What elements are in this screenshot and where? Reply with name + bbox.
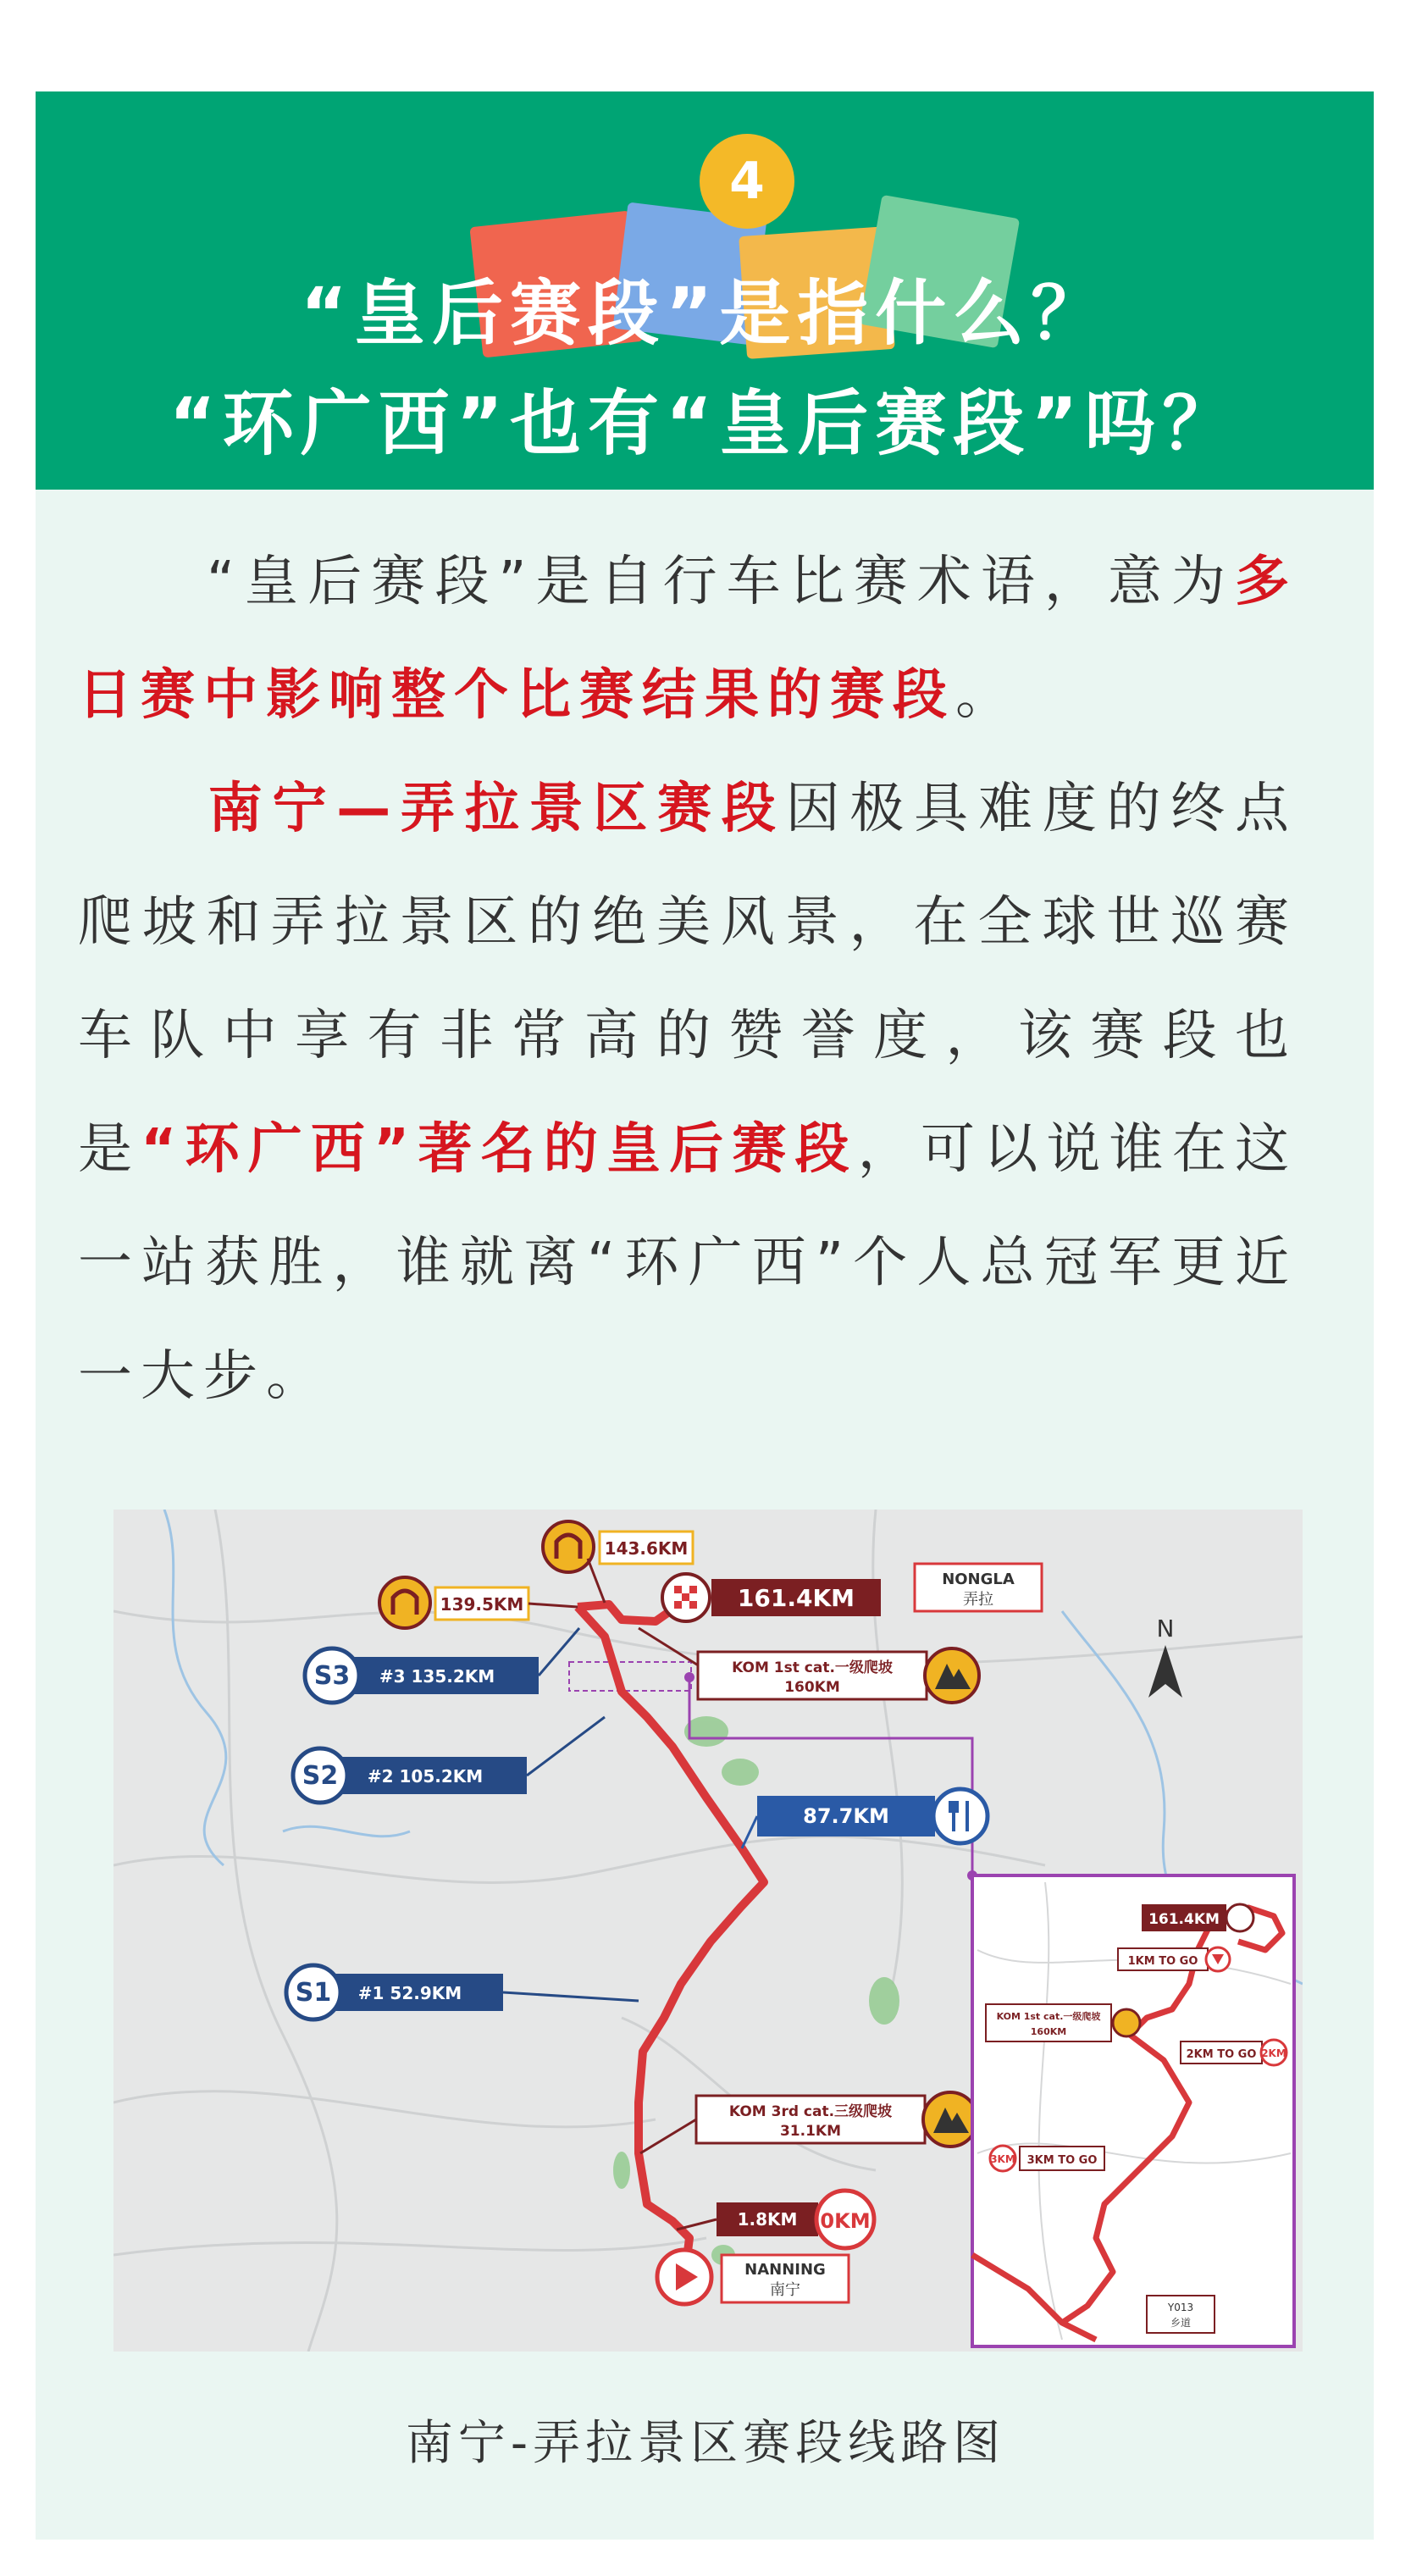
- finish-distance: 161.4KM: [737, 1584, 855, 1612]
- paragraph1-end: 。: [955, 664, 1018, 727]
- tunnel-2-label: 143.6KM: [604, 1538, 689, 1559]
- kom3-line1: KOM 3rd cat.三级爬坡: [728, 2103, 893, 2120]
- finish-inset-map: [972, 1875, 1294, 2346]
- header-banner: [36, 91, 1374, 490]
- nanning-en: NANNING: [744, 2261, 826, 2279]
- finish-marker: [662, 1574, 881, 1621]
- inset-2km-badge: 2KM: [1261, 2047, 1286, 2059]
- inset-road-code: Y013: [1167, 2302, 1194, 2313]
- inset-2km-label: 2KM TO GO: [1186, 2048, 1257, 2061]
- paragraph2-highlight-stage: 南宁—弄拉景区赛段: [207, 778, 786, 840]
- paragraph1-text: “皇后赛段”是自行车比赛术语，意为: [207, 551, 1235, 613]
- nongla-en: NONGLA: [942, 1571, 1015, 1588]
- kom1-line1: KOM 1st cat.一级爬坡: [732, 1659, 893, 1676]
- paragraph2-highlight-queen: “环广西”著名的皇后赛段: [141, 1118, 858, 1181]
- inset-3km-badge: 3KM: [990, 2153, 1015, 2165]
- inset-finish-label: 161.4KM: [1148, 1911, 1220, 1928]
- sprint-2-icon: S2: [302, 1761, 339, 1791]
- section-number-badge: 4: [700, 134, 794, 229]
- header-title-line1: “皇后赛段”是指什么？: [300, 272, 1109, 355]
- paragraph2-end: ，可以说谁在这一站获胜，谁就离“环广西”个人总冠军更近一大步。: [78, 1118, 1298, 1408]
- route-map-svg: [113, 1510, 1303, 2352]
- kom1-line2: 160KM: [784, 1679, 840, 1696]
- feed-zone-label: 87.7KM: [803, 1804, 889, 1828]
- sprint-2-label: #2 105.2KM: [367, 1766, 484, 1787]
- inset-1km-label: 1KM TO GO: [1127, 1955, 1198, 1968]
- inset-kom-line2: 160KM: [1030, 2026, 1067, 2037]
- nanning-cn: 南宁: [770, 2281, 800, 2299]
- map-caption: 南宁-弄拉景区赛段线路图: [405, 2416, 1006, 2471]
- compass-label: N: [1156, 1615, 1175, 1643]
- tunnel-1-label: 139.5KM: [440, 1594, 524, 1615]
- nongla-cn: 弄拉: [963, 1591, 993, 1609]
- kom3-line2: 31.1KM: [779, 2123, 842, 2140]
- sprint-3-icon: S3: [313, 1661, 351, 1691]
- inset-anchor-dot: [684, 1672, 694, 1682]
- sprint-3-label: #3 135.2KM: [379, 1666, 495, 1687]
- sprint-1-icon: S1: [295, 1978, 332, 2008]
- nongla-label: [915, 1564, 1042, 1611]
- inset-kom-line1: KOM 1st cat.一级爬坡: [996, 2011, 1101, 2022]
- paragraph-definition: [78, 525, 1298, 752]
- paragraph-stage: [78, 752, 1298, 1433]
- inset-mountain-icon: [1113, 2009, 1140, 2036]
- inset-road-name: 乡道: [1170, 2317, 1192, 2329]
- start-marker: [657, 2250, 849, 2304]
- route-map: [113, 1510, 1303, 2352]
- inset-3km-label: 3KM TO GO: [1026, 2154, 1098, 2167]
- start-distance-label: 1.8KM: [737, 2209, 798, 2230]
- inset-finish-flag-icon: [1226, 1904, 1253, 1931]
- zero-km-badge: 0KM: [820, 2209, 871, 2233]
- paragraph1-highlight: 多日赛中影响整个比赛结果的赛段: [78, 551, 1298, 727]
- sprint-1-label: #1 52.9KM: [357, 1983, 462, 2003]
- header-title-line2: “环广西”也有“皇后赛段”吗？: [169, 382, 1241, 465]
- paragraph2-text: 因极具难度的终点爬坡和弄拉景区的绝美风景，在全球世巡赛车队中享有非常高的赞誉度，该赛段也是: [78, 778, 1298, 1181]
